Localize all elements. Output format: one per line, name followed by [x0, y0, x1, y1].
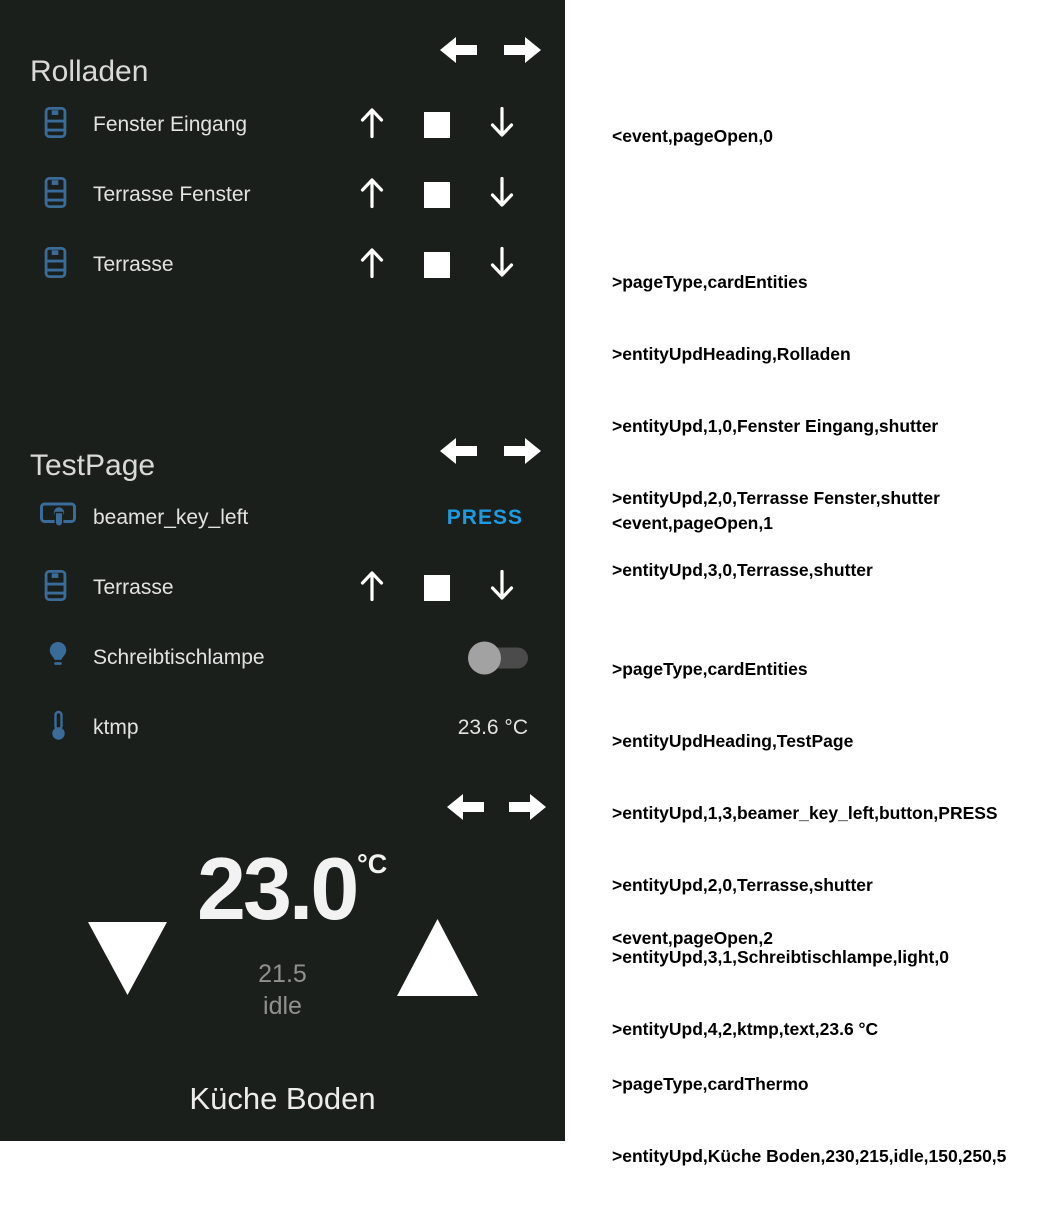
shutter-stop-button[interactable]	[424, 252, 450, 278]
press-button[interactable]: PRESS	[446, 506, 523, 529]
shutter-icon	[44, 107, 67, 144]
shutter-icon	[44, 247, 67, 284]
toggle-knob	[468, 642, 501, 675]
log-line: >pageType,cardEntities	[612, 659, 808, 679]
log-line: >entityUpd,2,0,Terrasse Fenster,shutter	[612, 488, 940, 508]
next-page-button[interactable]	[504, 34, 544, 66]
arrow-up-icon	[357, 245, 387, 281]
arrow-down-icon	[487, 175, 517, 211]
card-testpage	[0, 410, 565, 770]
arrow-right-icon	[504, 34, 542, 66]
log-line: >entityUpd,2,0,Terrasse,shutter	[612, 875, 873, 895]
next-page-button[interactable]	[509, 791, 549, 823]
shutter-up-button[interactable]	[357, 568, 387, 609]
arrow-right-icon	[504, 435, 542, 467]
arrow-up-icon	[357, 568, 387, 604]
lightbulb-icon	[46, 641, 70, 676]
log-line: >entityUpd,3,1,Schreibtischlampe,light,0	[612, 947, 949, 967]
arrow-down-icon	[487, 568, 517, 604]
entity-name: beamer_key_left	[93, 506, 249, 529]
shutter-icon	[44, 177, 67, 214]
gesture-tap-button-icon	[40, 502, 76, 535]
log-gap	[612, 998, 1006, 1024]
entity-name: ktmp	[93, 716, 139, 739]
arrow-up-icon	[357, 175, 387, 211]
page-title: Rolladen	[30, 55, 149, 89]
entity-row-beamer-key-left	[0, 496, 565, 540]
thermometer-icon	[51, 711, 66, 746]
log-line: >entityUpd,Küche Boden,230,215,idle,150,250,5	[612, 1146, 1007, 1166]
stop-square-icon	[424, 252, 450, 278]
prev-page-button[interactable]	[446, 791, 486, 823]
next-page-button[interactable]	[504, 435, 544, 467]
entity-row-terrasse-fenster	[0, 173, 565, 217]
shutter-up-button[interactable]	[357, 245, 387, 286]
log-line: >pageType,cardEntities	[612, 272, 808, 292]
entity-name: Terrasse Fenster	[93, 183, 251, 206]
arrow-down-icon	[487, 105, 517, 141]
log-line: >pageType,cardThermo	[612, 1074, 809, 1094]
current-temp: 23.0	[197, 839, 357, 938]
prev-page-button[interactable]	[439, 34, 479, 66]
page-title: TestPage	[30, 449, 156, 483]
shutter-up-button[interactable]	[357, 105, 387, 146]
prev-page-button[interactable]	[439, 435, 479, 467]
hvac-state: idle	[263, 992, 302, 1020]
entity-row-ktmp	[0, 706, 565, 750]
log-line: >entityUpd,1,3,beamer_key_left,button,PRESS	[612, 803, 998, 823]
log-line: >entityUpd,3,0,Terrasse,shutter	[612, 560, 873, 580]
log-gap	[612, 583, 998, 609]
entity-row-schreibtischlampe	[0, 636, 565, 680]
log-line: <event,pageOpen,2	[612, 928, 773, 948]
stop-square-icon	[424, 112, 450, 138]
shutter-icon	[44, 570, 67, 607]
entity-name: Schreibtischlampe	[93, 646, 265, 669]
entity-row-fenster-eingang	[0, 103, 565, 147]
arrow-left-icon	[439, 435, 477, 467]
entity-name: Terrasse	[93, 576, 174, 599]
stop-square-icon	[424, 575, 450, 601]
card-rolladen	[0, 0, 565, 410]
log-line: >entityUpd,4,2,ktmp,text,23.6 °C	[612, 1019, 879, 1039]
shutter-up-button[interactable]	[357, 175, 387, 216]
arrow-up-icon	[357, 105, 387, 141]
arrow-left-icon	[446, 791, 484, 823]
shutter-stop-button[interactable]	[424, 182, 450, 208]
entity-name: Terrasse	[93, 253, 174, 276]
shutter-down-button[interactable]	[487, 175, 517, 216]
thermostat-name: Küche Boden	[189, 1081, 376, 1116]
log-line: >entityUpdHeading,Rolladen	[612, 344, 851, 364]
entity-row-terrasse	[0, 243, 565, 287]
arrow-right-icon	[509, 791, 547, 823]
entity-row-terrasse	[0, 566, 565, 610]
entity-value: 23.6 °C	[457, 716, 528, 739]
arrow-down-icon	[487, 245, 517, 281]
arrow-left-icon	[439, 34, 477, 66]
log-line: >entityUpdHeading,TestPage	[612, 731, 854, 751]
shutter-down-button[interactable]	[487, 245, 517, 286]
entity-name: Fenster Eingang	[93, 113, 248, 136]
temp-unit: °C	[357, 849, 388, 879]
log-line: <event,pageOpen,0	[612, 126, 773, 146]
log-line: >entityUpd,1,0,Fenster Eingang,shutter	[612, 416, 939, 436]
log-gap	[612, 196, 940, 222]
log-block-page2	[612, 878, 1006, 1216]
stop-square-icon	[424, 182, 450, 208]
log-line: <event,pageOpen,1	[612, 513, 773, 533]
light-toggle-switch[interactable]	[470, 648, 528, 669]
shutter-stop-button[interactable]	[424, 112, 450, 138]
shutter-down-button[interactable]	[487, 105, 517, 146]
target-temp: 21.5	[258, 960, 307, 988]
shutter-stop-button[interactable]	[424, 575, 450, 601]
shutter-down-button[interactable]	[487, 568, 517, 609]
